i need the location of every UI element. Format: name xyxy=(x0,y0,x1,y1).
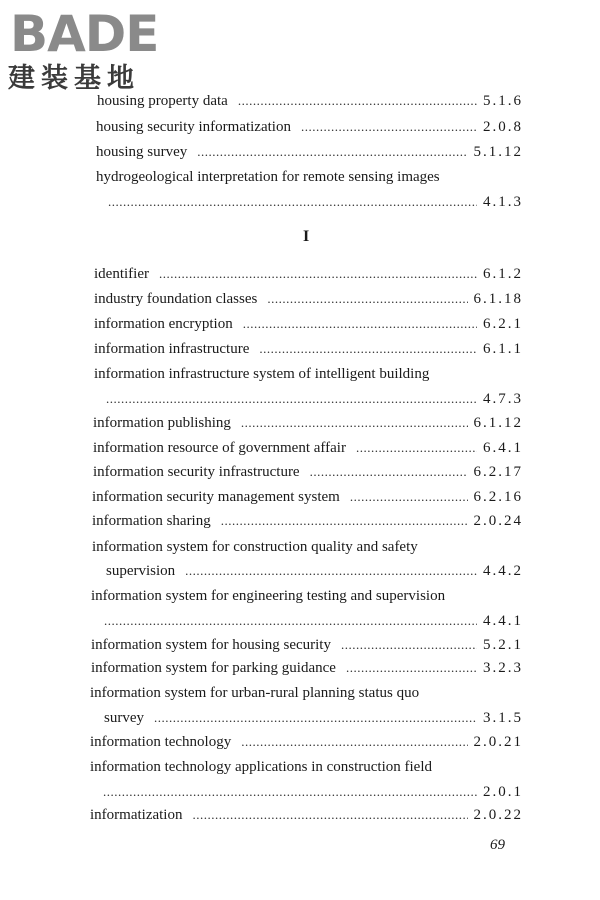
leader-dots xyxy=(356,437,477,459)
page-number: 69 xyxy=(490,837,505,853)
leader-dots xyxy=(185,560,477,582)
leader-dots xyxy=(301,116,477,138)
index-entry xyxy=(94,338,523,360)
index-term: information system for housing security xyxy=(91,637,331,653)
index-entry-continuation xyxy=(108,191,523,213)
leader-dots xyxy=(267,288,467,310)
index-entry xyxy=(94,263,523,285)
index-term-line: information system for engineering testing and supervision xyxy=(91,588,446,604)
index-reference: 2.0.21 xyxy=(473,734,523,750)
index-term: housing survey xyxy=(96,144,188,160)
index-term: industry foundation classes xyxy=(94,291,258,307)
index-entry-continuation xyxy=(103,781,523,803)
index-entry xyxy=(92,510,523,532)
index-entry xyxy=(91,634,523,656)
leader-dots xyxy=(159,263,477,285)
leader-dots xyxy=(241,731,467,753)
leader-dots xyxy=(350,486,468,508)
index-entry xyxy=(90,804,523,826)
index-reference: 2.0.1 xyxy=(483,784,523,800)
index-term: information security management system xyxy=(92,489,340,505)
leader-dots xyxy=(241,412,468,434)
index-entry xyxy=(93,437,523,459)
index-reference: 6.2.16 xyxy=(473,489,523,505)
leader-dots xyxy=(238,90,477,112)
index-reference: 5.1.6 xyxy=(483,93,523,109)
index-term: information encryption xyxy=(94,316,233,332)
index-entry-continuation xyxy=(104,707,523,729)
index-entry xyxy=(91,657,523,679)
leader-dots xyxy=(192,804,467,826)
index-term-line: hydrogeological interpretation for remote sensing images xyxy=(96,169,440,185)
index-term: housing security informatization xyxy=(96,119,291,135)
index-term-line: information system for urban-rural planning status quo xyxy=(90,685,420,701)
leader-dots xyxy=(154,707,477,729)
index-reference: 6.1.18 xyxy=(473,291,523,307)
index-term: information security infrastructure xyxy=(93,464,300,480)
leader-dots xyxy=(221,510,468,532)
index-reference: 4.4.1 xyxy=(483,613,523,629)
section-heading: I xyxy=(303,228,310,245)
leader-dots xyxy=(243,313,477,335)
index-entry xyxy=(97,90,523,112)
index-reference: 2.0.22 xyxy=(473,807,523,823)
index-term: information publishing xyxy=(93,415,231,431)
leader-dots xyxy=(103,781,477,803)
index-entry xyxy=(94,288,523,310)
index-entry xyxy=(93,412,523,434)
index-term: information sharing xyxy=(92,513,211,529)
index-entry xyxy=(96,116,523,138)
index-term: housing property data xyxy=(97,93,228,109)
index-reference: 6.1.1 xyxy=(483,341,523,357)
index-reference: 6.1.12 xyxy=(473,415,523,431)
index-reference: 4.4.2 xyxy=(483,563,523,579)
index-reference: 4.7.3 xyxy=(483,391,523,407)
index-reference: 2.0.24 xyxy=(473,513,523,529)
index-entry xyxy=(90,731,523,753)
index-reference: 6.2.17 xyxy=(473,464,523,480)
index-reference: 3.1.5 xyxy=(483,710,523,726)
index-term-line: information technology applications in construction field xyxy=(90,759,433,775)
leader-dots xyxy=(104,610,477,632)
leader-dots xyxy=(346,657,477,679)
index-entry xyxy=(94,313,523,335)
logo-latin-text: BADE xyxy=(10,5,159,63)
index-reference: 6.1.2 xyxy=(483,266,523,282)
index-entry xyxy=(96,141,523,163)
index-reference: 5.1.12 xyxy=(473,144,523,160)
index-reference: 6.2.1 xyxy=(483,316,523,332)
leader-dots xyxy=(108,191,477,213)
leader-dots xyxy=(341,634,477,656)
index-entry-continuation xyxy=(104,610,523,632)
leader-dots xyxy=(106,388,477,410)
index-term: supervision xyxy=(106,563,176,579)
index-reference: 2.0.8 xyxy=(483,119,523,135)
index-term-line: information system for construction quality and safety xyxy=(92,539,418,555)
logo-chinese-text: 建装基地 xyxy=(8,63,140,94)
index-reference: 6.4.1 xyxy=(483,440,523,456)
index-term: information technology xyxy=(90,734,232,750)
leader-dots xyxy=(259,338,477,360)
index-term: information system for parking guidance xyxy=(91,660,336,676)
index-term: information infrastructure xyxy=(94,341,250,357)
leader-dots xyxy=(197,141,467,163)
index-entry xyxy=(93,461,523,483)
index-entry-continuation xyxy=(106,560,523,582)
index-term: information resource of government affair xyxy=(93,440,346,456)
index-term: identifier xyxy=(94,266,149,282)
index-term-line: information infrastructure system of intelligent building xyxy=(94,366,430,382)
index-term: survey xyxy=(104,710,144,726)
leader-dots xyxy=(310,461,468,483)
index-entry-continuation xyxy=(106,388,523,410)
index-entry xyxy=(92,486,523,508)
index-reference: 5.2.1 xyxy=(483,637,523,653)
index-term: informatization xyxy=(90,807,183,823)
index-reference: 3.2.3 xyxy=(483,660,523,676)
index-reference: 4.1.3 xyxy=(483,194,523,210)
